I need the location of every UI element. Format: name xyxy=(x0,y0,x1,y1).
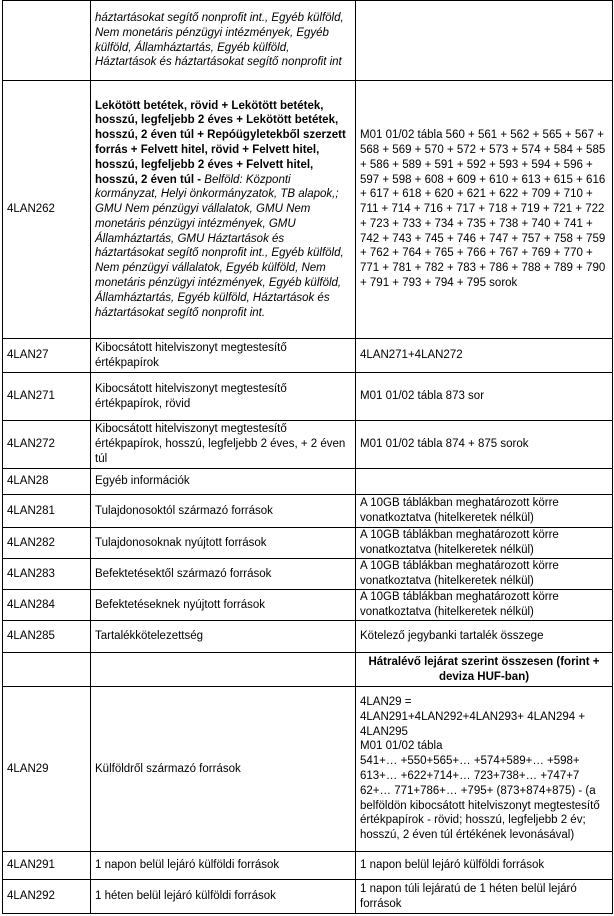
row-description: Kibocsátott hitelviszonyt megtestesítő értékpapírok, hosszú, legfeljebb 2 éves, + 2 éven túl xyxy=(91,421,356,469)
row-formula: M01 01/02 tábla 873 sor xyxy=(356,373,613,421)
row-description: Befektetésektől származó források xyxy=(91,559,356,590)
row-description xyxy=(91,1,356,81)
row-code: 4LAN262 xyxy=(3,81,91,339)
table-row xyxy=(3,469,613,495)
row-code: 4LAN285 xyxy=(3,621,91,653)
row-description: Kibocsátott hitelviszonyt megtestesítő értékpapírok xyxy=(91,339,356,373)
row-code: 4LAN284 xyxy=(3,590,91,621)
table-row xyxy=(3,653,613,687)
row-code: 4LAN283 xyxy=(3,559,91,590)
table-row xyxy=(3,528,613,559)
row-description: Kibocsátott hitelviszonyt megtestesítő értékpapírok, rövid xyxy=(91,373,356,421)
formula-section-header: Hátralévő lejárat szerint összesen (forint + deviza HUF-ban) xyxy=(356,653,613,687)
row-description: Egyéb információk xyxy=(91,469,356,495)
row-description xyxy=(91,81,356,339)
row-formula: M01 01/02 tábla 560 + 561 + 562 + 565 + 567 + 568 + 569 + 570 + 572 + 573 + 574 + 584 + 585 + 586 + 589 + 591 + 592 + 593 + 594 + 596 + 597 + 598 + 608 + 609 + 610 + 613 + 615 + 616 + 617 + 618 + 620 + 621 + 622 + 709 + 710 + 711 + 714 + 716 + 717 + 718 + 719 + 721 + 722 + 723 + 733 + 734 + 735 + 738 + 740 + 741 + 742 + 743 + 745 + 746 + 747 + 757 + 758 + 759 + 762 + 764 + 765 + 766 + 767 + 769 + 770 + 771 + 781 + 782 + 783 + 786 + 788 + 789 + 790 + 791 + 793 + 794 + 795 sorok xyxy=(356,81,613,339)
row-formula: 4LAN271+4LAN272 xyxy=(356,339,613,373)
table-row xyxy=(3,495,613,528)
row-code: 4LAN272 xyxy=(3,421,91,469)
row-code xyxy=(3,1,91,81)
row-code: 4LAN292 xyxy=(3,880,91,914)
row-formula: 1 napon túli lejáratú de 1 héten belül lejáró források xyxy=(356,880,613,914)
table-row xyxy=(3,339,613,373)
description-italic-text: háztartásokat segítő nonprofit int., Egyéb külföld, Nem monetáris pénzügyi intézmények, Egyéb külföld, Államháztartás, Egyéb külföld, Háztartások és háztartásokat segítő nonprofit int xyxy=(95,11,344,69)
row-code: 4LAN291 xyxy=(3,852,91,880)
table-row xyxy=(3,373,613,421)
table-row xyxy=(3,421,613,469)
row-formula: 1 napon belül lejáró külföldi források xyxy=(356,852,613,880)
row-formula: Kötelező jegybanki tartalék összege xyxy=(356,621,613,653)
row-code: 4LAN282 xyxy=(3,528,91,559)
row-code: 4LAN281 xyxy=(3,495,91,528)
row-code: 4LAN27 xyxy=(3,339,91,373)
row-code: 4LAN271 xyxy=(3,373,91,421)
row-description: 1 napon belül lejáró külföldi források xyxy=(91,852,356,880)
table-row xyxy=(3,81,613,339)
row-formula: A 10GB táblákban meghatározott körre vonatkoztatva (hitelkeretek nélkül) xyxy=(356,495,613,528)
row-code xyxy=(3,653,91,687)
definitions-table xyxy=(2,0,613,914)
table-row xyxy=(3,852,613,880)
row-formula xyxy=(356,469,613,495)
row-description: Külföldről származó források xyxy=(91,687,356,852)
table-row xyxy=(3,1,613,81)
description-italic-text: Belföld: Központi kormányzat, Helyi önkormányzatok, TB alapok,; GMU Nem pénzügyi vállalatok, GMU Nem monetáris pénzügyi intézmények, GMU Államháztartás, GMU Háztartások és háztartásokat segítő nonprofit int., Egyéb külföld, Nem pénzügyi vállalatok, Egyéb külföld, Nem monetáris pénzügyi intézmények, Egyéb külföld, Államháztartás, Egyéb külföld, Háztartások és háztartásokat segítő nonprofit int. xyxy=(95,173,344,319)
row-formula: M01 01/02 tábla 874 + 875 sorok xyxy=(356,421,613,469)
table-row xyxy=(3,559,613,590)
row-formula xyxy=(356,1,613,81)
table-row xyxy=(3,590,613,621)
row-description: 1 héten belül lejáró külföldi források xyxy=(91,880,356,914)
table-row xyxy=(3,880,613,914)
description-bold-text: Lekötött betétek, rövid + Lekötött betétek, hosszú, legfeljebb 2 éves + Lekötött betétek, hosszú, 2 éven túl + Repóügyletekből szerzett forrás + Felvett hitel, rövid + Felvett hitel, hosszú, legfeljebb 2 éves + Felvett hitel, hosszú, 2 éven túl - xyxy=(95,99,346,186)
row-description: Tartalékkötelezettség xyxy=(91,621,356,653)
row-formula: 4LAN29 = 4LAN291+4LAN292+4LAN293+ 4LAN294 + 4LAN295 M01 01/02 tábla 541+… +550+565+… +574+589+… +598+ 613+… +622+714+… 723+738+… +747+7 62+… 771+786+… +795+ (873+874+875) - (a belföldön kibocsátott hitelviszonyt megtestesítő értékpapírok - rövid; hosszú, legfeljebb 2 év; hosszú, 2 éven túl értékének levonásával) xyxy=(356,687,613,852)
row-formula: A 10GB táblákban meghatározott körre vonatkoztatva (hitelkeretek nélkül) xyxy=(356,528,613,559)
row-description: Tulajdonosoknak nyújtott források xyxy=(91,528,356,559)
row-description: Befektetéseknek nyújtott források xyxy=(91,590,356,621)
row-formula: A 10GB táblákban meghatározott körre vonatkoztatva (hitelkeretek nélkül) xyxy=(356,590,613,621)
table-row xyxy=(3,687,613,852)
row-code: 4LAN28 xyxy=(3,469,91,495)
row-code: 4LAN29 xyxy=(3,687,91,852)
table-row xyxy=(3,621,613,653)
row-formula: A 10GB táblákban meghatározott körre vonatkoztatva (hitelkeretek nélkül) xyxy=(356,559,613,590)
row-description xyxy=(91,653,356,687)
row-description: Tulajdonosoktól származó források xyxy=(91,495,356,528)
